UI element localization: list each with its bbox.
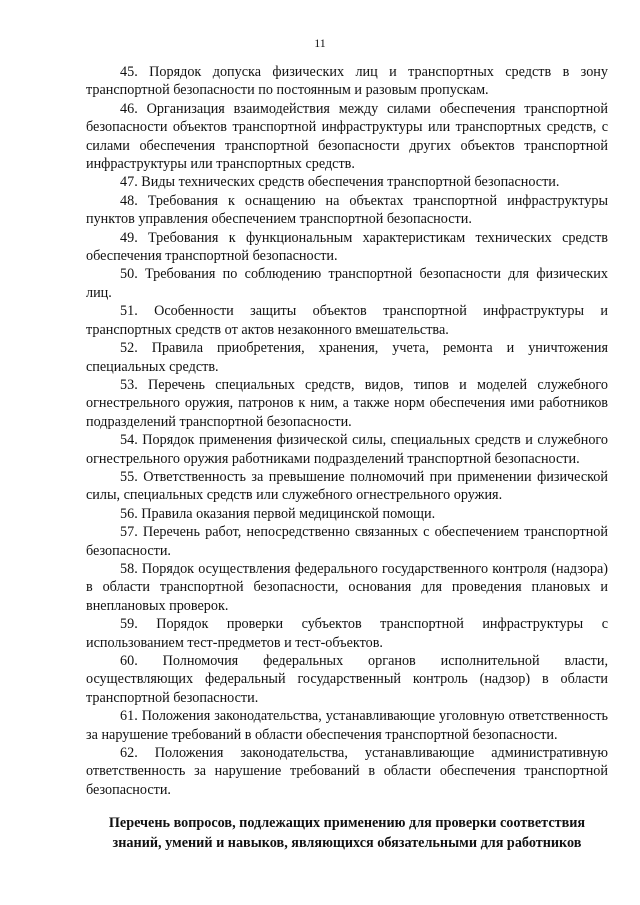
question-list bbox=[86, 63, 608, 799]
list-item: 51. Особенности защиты объектов транспортной инфраструктуры и транспортных средств от актов незаконного вмешательства. bbox=[86, 303, 608, 338]
list-item: 45. Порядок допуска физических лиц и транспортных средств в зону транспортной безопасности по постоянным и разовым пропускам. bbox=[86, 64, 608, 99]
list-item: 55. Ответственность за превышение полномочий при применении физической силы, специальных средств или служебного огнестрельного оружия. bbox=[86, 468, 608, 504]
list-item: 49. Требования к функциональным характеристикам технических средств обеспечения транспортной безопасности. bbox=[86, 229, 608, 265]
list-item: 52. Правила приобретения, хранения, учета, ремонта и уничтожения специальных средств. bbox=[86, 340, 608, 375]
list-item: 62. Положения законодательства, устанавливающие административную ответственность за нарушение требований в области обеспечения транспортной безопасности. bbox=[86, 745, 608, 798]
list-item: 57. Перечень работ, непосредственно связанных с обеспечением транспортной безопасности. bbox=[86, 524, 608, 559]
list-item: 53. Перечень специальных средств, видов, типов и моделей служебного огнестрельного оружия, патронов к ним, а также норм обеспечения ими работников подразделений транспортной безопасности. bbox=[86, 376, 608, 430]
list-item: 46. Организация взаимодействия между силами обеспечения транспортной безопасности объектов транспортной инфраструктуры или транспортных средств, с силами обеспечения транспортной безопасности других объектов транспортной инфраструктуры или транспортных средств. bbox=[86, 100, 608, 173]
list-item: 48. Требования к оснащению на объектах транспортной инфраструктуры пунктов управления обеспечением транспортной безопасности. bbox=[86, 192, 608, 228]
page-number: 11 bbox=[314, 36, 326, 50]
list-item: 50. Требования по соблюдению транспортной безопасности для физических лиц. bbox=[86, 266, 608, 301]
list-item: 58. Порядок осуществления федерального государственного контроля (надзора) в области транспортной безопасности, основания для проведения плановых и внеплановых проверок. bbox=[86, 560, 608, 614]
list-item: 56. Правила оказания первой медицинской помощи. bbox=[120, 505, 436, 522]
list-item: 61. Положения законодательства, устанавливающие уголовную ответственность за нарушение требований в области обеспечения транспортной безопасности. bbox=[86, 708, 608, 743]
list-item: 60. Полномочия федеральных органов исполнительной власти, осуществляющих федеральный государственный контроль (надзор) в области транспортной безопасности. bbox=[86, 653, 608, 706]
section-heading: Перечень вопросов, подлежащих применению для проверки соответствия знаний, умений и навыков, являющихся обязательными для работников bbox=[108, 815, 586, 851]
list-item: 54. Порядок применения физической силы, специальных средств и служебного огнестрельного оружия работниками подразделений транспортной безопасности. bbox=[86, 432, 608, 467]
list-item: 59. Порядок проверки субъектов транспортной инфраструктуры с использованием тест-предметов и тест-объектов. bbox=[86, 616, 608, 651]
list-item: 47. Виды технических средств обеспечения транспортной безопасности. bbox=[120, 174, 560, 191]
